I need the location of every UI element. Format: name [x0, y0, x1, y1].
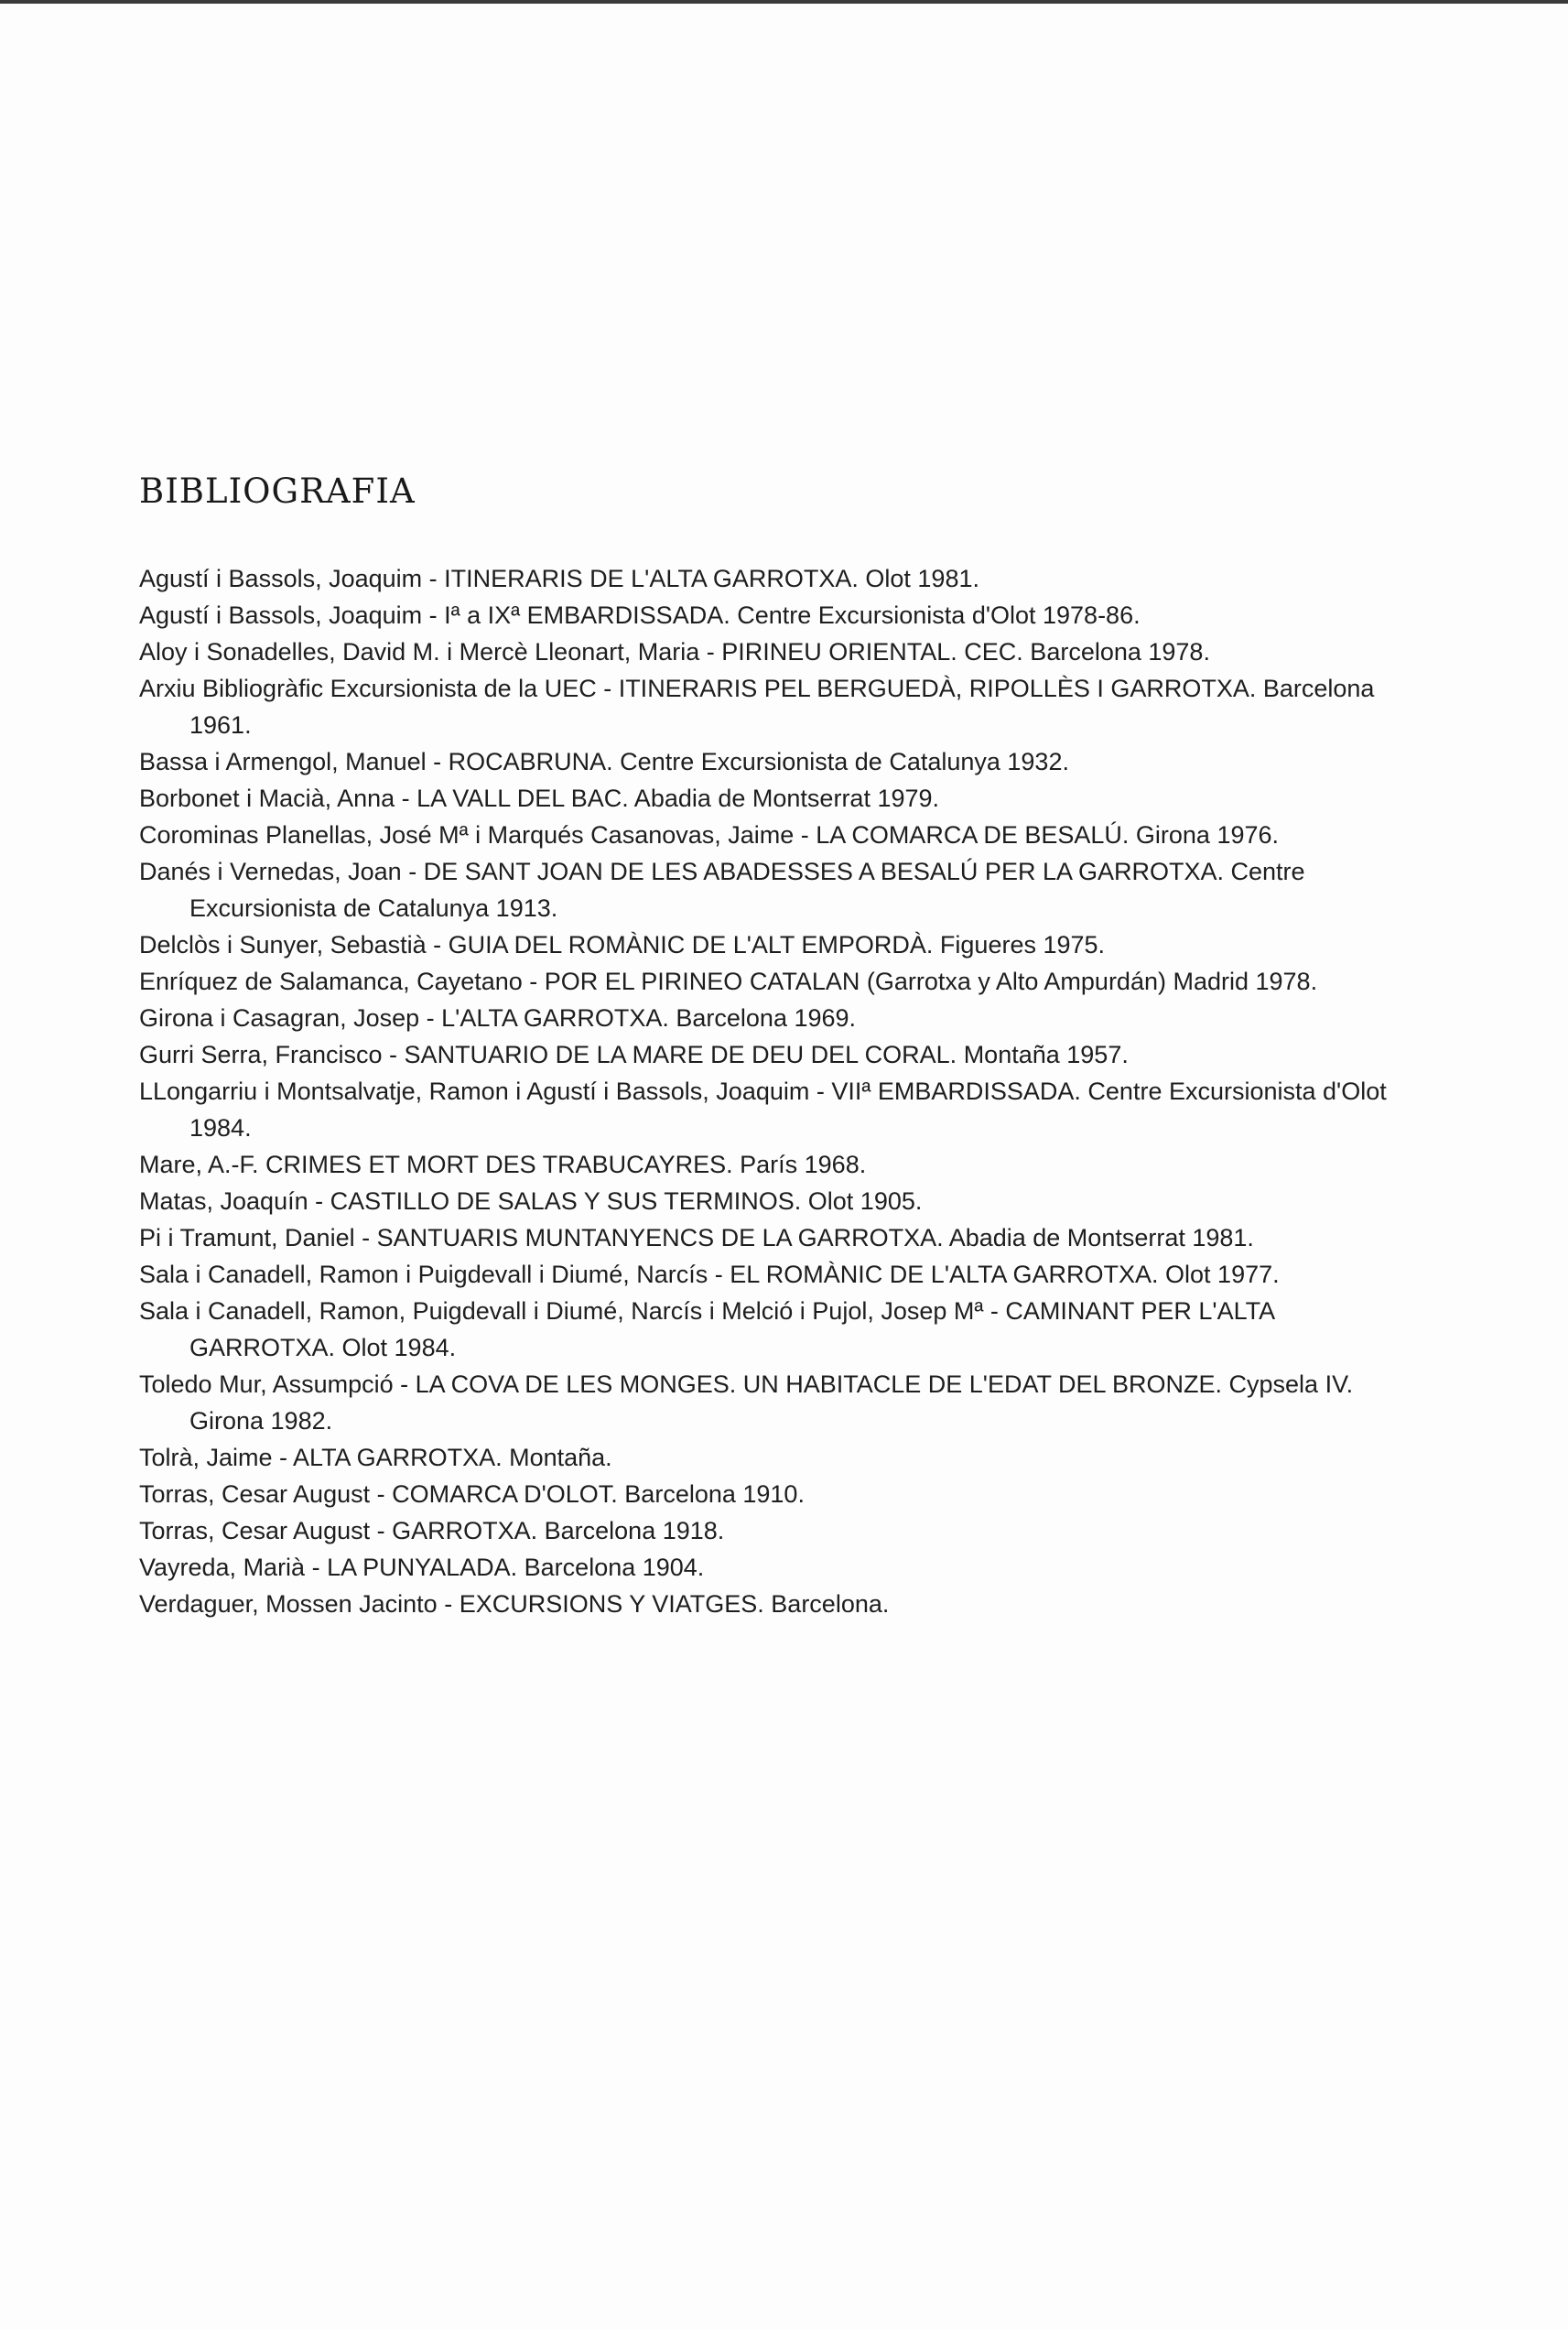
bibliography-entry: Girona i Casagran, Josep - L'ALTA GARROTXA. Barcelona 1969.	[139, 1004, 857, 1032]
bibliography-entry: Corominas Planellas, José Mª i Marqués Casanovas, Jaime - LA COMARCA DE BESALÚ. Girona 1976.	[139, 821, 1280, 849]
bibliography-entry: Toledo Mur, Assumpció - LA COVA DE LES MONGES. UN HABITACLE DE L'EDAT DEL BRONZE. Cypsela IV. Girona 1982.	[139, 1370, 1354, 1435]
bibliography-entry: Sala i Canadell, Ramon, Puigdevall i Diumé, Narcís i Melció i Pujol, Josep Mª - CAMINANT PER L'ALTA GARROTXA. Olot 1984.	[139, 1297, 1274, 1361]
bibliography-entry: Tolrà, Jaime - ALTA GARROTXA. Montaña.	[139, 1444, 612, 1471]
bibliography-entry: Torras, Cesar August - GARROTXA. Barcelona 1918.	[139, 1517, 725, 1544]
bibliography-entry: Agustí i Bassols, Joaquim - ITINERARIS DE L'ALTA GARROTXA. Olot 1981.	[139, 565, 979, 592]
bibliography-entry: Mare, A.-F. CRIMES ET MORT DES TRABUCAYRES. París 1968.	[139, 1151, 867, 1178]
bibliography-entry: Agustí i Bassols, Joaquim - Iª a IXª EMBARDISSADA. Centre Excursionista d'Olot 1978-86.	[139, 601, 1141, 629]
bibliography-entry: Torras, Cesar August - COMARCA D'OLOT. Barcelona 1910.	[139, 1480, 805, 1508]
bibliography-entry: Arxiu Bibliogràfic Excursionista de la UEC - ITINERARIS PEL BERGUEDÀ, RIPOLLÈS I GARROTXA. Barcelona 1961.	[139, 675, 1375, 739]
bibliography-entry: Vayreda, Marià - LA PUNYALADA. Barcelona 1904.	[139, 1554, 705, 1581]
bibliography-entry: Bassa i Armengol, Manuel - ROCABRUNA. Centre Excursionista de Catalunya 1932.	[139, 748, 1069, 775]
bibliography-entry: Enríquez de Salamanca, Cayetano - POR EL PIRINEO CATALAN (Garrotxa y Alto Ampurdán) Madrid 1978.	[139, 968, 1318, 995]
bibliography-entry: Matas, Joaquín - CASTILLO DE SALAS Y SUS TERMINOS. Olot 1905.	[139, 1187, 923, 1215]
bibliography-entry: Borbonet i Macià, Anna - LA VALL DEL BAC. Abadia de Montserrat 1979.	[139, 785, 940, 812]
bibliography-entry: LLongarriu i Montsalvatje, Ramon i Agustí i Bassols, Joaquim - VIIª EMBARDISSADA. Centre Excursionista d'Olot 1984.	[139, 1078, 1387, 1142]
bibliography-entry: Aloy i Sonadelles, David M. i Mercè Lleonart, Maria - PIRINEU ORIENTAL. CEC. Barcelona 1978.	[139, 638, 1210, 666]
bibliography-entry: Gurri Serra, Francisco - SANTUARIO DE LA MARE DE DEU DEL CORAL. Montaña 1957.	[139, 1041, 1129, 1068]
bibliography-entry: Delclòs i Sunyer, Sebastià - GUIA DEL ROMÀNIC DE L'ALT EMPORDÀ. Figueres 1975.	[139, 931, 1106, 959]
bibliography-entry: Danés i Vernedas, Joan - DE SANT JOAN DE LES ABADESSES A BESALÚ PER LA GARROTXA. Centre Excursionista de Catalunya 1913.	[139, 858, 1305, 922]
top-edge-rule	[0, 0, 1568, 4]
bibliography-entry: Sala i Canadell, Ramon i Puigdevall i Diumé, Narcís - EL ROMÀNIC DE L'ALTA GARROTXA. Olot 1977.	[139, 1261, 1280, 1288]
page-title: BIBLIOGRAFIA	[139, 471, 416, 511]
bibliography-entry: Verdaguer, Mossen Jacinto - EXCURSIONS Y VIATGES. Barcelona.	[139, 1590, 890, 1618]
bibliography-entry: Pi i Tramunt, Daniel - SANTUARIS MUNTANYENCS DE LA GARROTXA. Abadia de Montserrat 1981.	[139, 1224, 1254, 1251]
bibliography-list	[139, 560, 1402, 1622]
